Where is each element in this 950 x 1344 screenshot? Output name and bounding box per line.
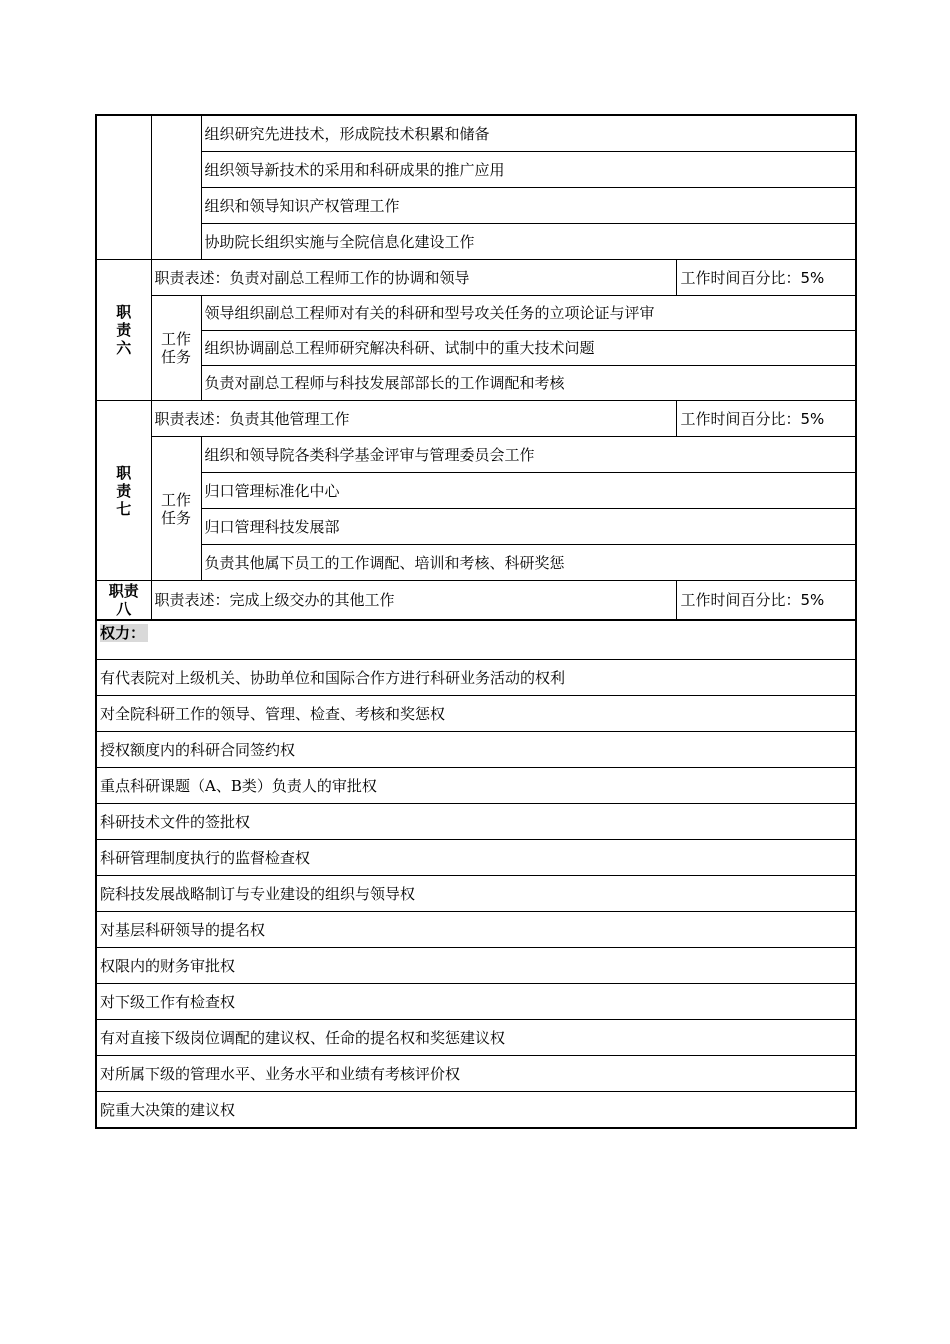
power-item: 院科技发展战略制订与专业建设的组织与领导权 (96, 876, 856, 912)
table-row (96, 660, 856, 696)
duty-8-description: 职责表述：完成上级交办的其他工作 (151, 581, 676, 621)
table-row (96, 984, 856, 1020)
table-row (96, 876, 856, 912)
power-item: 授权额度内的科研合同签约权 (96, 732, 856, 768)
task-item: 领导组织副总工程师对有关的科研和型号攻关任务的立项论证与评审 (201, 296, 856, 331)
duty-7-percent: 工作时间百分比：5% (676, 401, 856, 437)
task-item: 归口管理标准化中心 (201, 473, 856, 509)
table-row (96, 840, 856, 876)
duty-head-cell (96, 115, 151, 260)
table-row (96, 260, 856, 296)
duty-6-percent: 工作时间百分比：5% (676, 260, 856, 296)
power-item: 权限内的财务审批权 (96, 948, 856, 984)
power-item: 对基层科研领导的提名权 (96, 912, 856, 948)
task-item: 负责其他属下员工的工作调配、培训和考核、科研奖惩 (201, 545, 856, 581)
task-item: 组织协调副总工程师研究解决科研、试制中的重大技术问题 (201, 331, 856, 366)
task-head-cell (151, 115, 201, 260)
power-item: 有代表院对上级机关、协助单位和国际合作方进行科研业务活动的权利 (96, 660, 856, 696)
task-item: 负责对副总工程师与科技发展部部长的工作调配和考核 (201, 366, 856, 401)
duty-6-task-label: 工作 任务 (151, 296, 201, 401)
table-row (96, 696, 856, 732)
table-row (96, 732, 856, 768)
table-row (96, 296, 856, 331)
duty-7-task-label: 工作 任务 (151, 437, 201, 581)
job-description-table (95, 114, 857, 1129)
table-row (96, 188, 856, 224)
table-row (96, 804, 856, 840)
table-row (96, 912, 856, 948)
table-row (96, 545, 856, 581)
power-item: 科研技术文件的签批权 (96, 804, 856, 840)
table-row (96, 620, 856, 660)
task-item: 组织研究先进技术，形成院技术积累和储备 (201, 115, 856, 152)
power-item: 对全院科研工作的领导、管理、检查、考核和奖惩权 (96, 696, 856, 732)
duty-7-head: 职 责 七 (96, 401, 151, 581)
table-row (96, 1056, 856, 1092)
power-item: 对所属下级的管理水平、业务水平和业绩有考核评价权 (96, 1056, 856, 1092)
table-row (96, 331, 856, 366)
power-item: 有对直接下级岗位调配的建议权、任命的提名权和奖惩建议权 (96, 1020, 856, 1056)
duty-6-description: 职责表述：负责对副总工程师工作的协调和领导 (151, 260, 676, 296)
task-item: 组织和领导知识产权管理工作 (201, 188, 856, 224)
task-item: 归口管理科技发展部 (201, 509, 856, 545)
table-row (96, 768, 856, 804)
duty-8-head: 职责 八 (96, 581, 151, 621)
table-row (96, 366, 856, 401)
powers-title: 权力： (96, 620, 856, 660)
task-item: 组织和领导院各类科学基金评审与管理委员会工作 (201, 437, 856, 473)
power-item: 科研管理制度执行的监督检查权 (96, 840, 856, 876)
table-row (96, 1020, 856, 1056)
table-row (96, 473, 856, 509)
table-row (96, 152, 856, 188)
power-item: 重点科研课题（A、B类）负责人的审批权 (96, 768, 856, 804)
duty-8-percent: 工作时间百分比：5% (676, 581, 856, 621)
table-row (96, 224, 856, 260)
table-row (96, 581, 856, 621)
task-item: 组织领导新技术的采用和科研成果的推广应用 (201, 152, 856, 188)
table-row (96, 948, 856, 984)
table-row (96, 401, 856, 437)
table-row (96, 437, 856, 473)
power-item: 对下级工作有检查权 (96, 984, 856, 1020)
duty-7-description: 职责表述：负责其他管理工作 (151, 401, 676, 437)
duty-6-head: 职 责 六 (96, 260, 151, 401)
power-item: 院重大决策的建议权 (96, 1092, 856, 1129)
table-row (96, 509, 856, 545)
task-item: 协助院长组织实施与全院信息化建设工作 (201, 224, 856, 260)
table-row (96, 115, 856, 152)
table-row (96, 1092, 856, 1129)
